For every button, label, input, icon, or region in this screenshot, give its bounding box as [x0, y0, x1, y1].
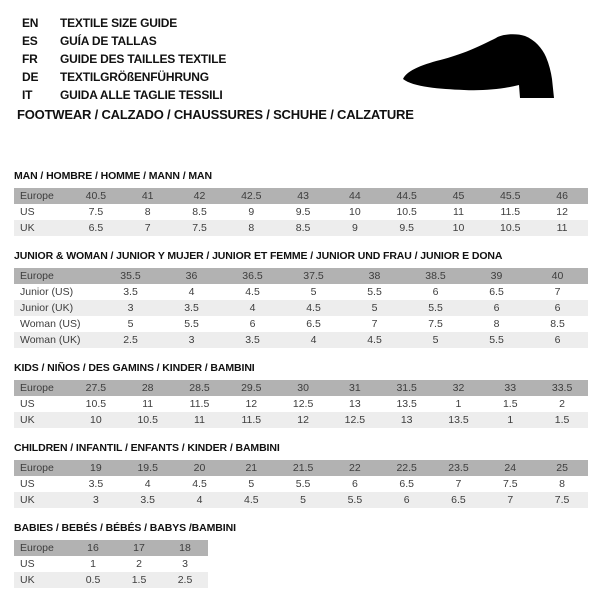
size-cell: 10 — [70, 412, 122, 428]
size-cell: 43 — [277, 188, 329, 204]
size-cell: 3 — [70, 492, 122, 508]
table-row — [14, 204, 588, 220]
size-cell: 7.5 — [174, 220, 226, 236]
size-cell: 4.5 — [283, 300, 344, 316]
size-cell: 6 — [329, 476, 381, 492]
size-cell: 7 — [484, 492, 536, 508]
size-cell: 1 — [70, 556, 116, 572]
row-label: US — [14, 204, 70, 220]
size-cell: 12.5 — [329, 412, 381, 428]
size-cell: 36 — [161, 268, 222, 284]
size-cell: 29.5 — [225, 380, 277, 396]
size-cell: 9.5 — [277, 204, 329, 220]
table-row — [14, 460, 588, 476]
size-cell: 4.5 — [225, 492, 277, 508]
size-cell: 6 — [527, 332, 588, 348]
size-cell: 11 — [174, 412, 226, 428]
row-label: Europe — [14, 540, 70, 556]
size-table — [14, 188, 588, 236]
size-cell: 1.5 — [484, 396, 536, 412]
row-label: UK — [14, 492, 70, 508]
row-label: Europe — [14, 268, 100, 284]
language-label: TEXTILE SIZE GUIDE — [60, 16, 178, 30]
size-cell: 6.5 — [466, 284, 527, 300]
table-row — [14, 220, 588, 236]
size-cell: 6 — [405, 284, 466, 300]
size-cell: 6 — [222, 316, 283, 332]
section-title: KIDS / NIÑOS / DES GAMINS / KINDER / BAMBINI — [14, 362, 255, 374]
size-cell: 5 — [277, 492, 329, 508]
table-row — [14, 268, 588, 284]
size-cell: 4.5 — [222, 284, 283, 300]
size-cell: 7 — [527, 284, 588, 300]
size-cell: 11 — [122, 396, 174, 412]
size-cell: 16 — [70, 540, 116, 556]
language-code: ES — [22, 34, 38, 48]
size-cell: 8 — [466, 316, 527, 332]
size-cell: 5.5 — [329, 492, 381, 508]
section-man — [14, 170, 588, 236]
language-row — [22, 68, 226, 86]
size-cell: 8.5 — [527, 316, 588, 332]
size-cell: 2 — [116, 556, 162, 572]
size-cell: 35.5 — [100, 268, 161, 284]
size-cell: 13 — [381, 412, 433, 428]
table-row — [14, 540, 208, 556]
size-cell: 36.5 — [222, 268, 283, 284]
size-cell: 8 — [225, 220, 277, 236]
size-cell: 11 — [536, 220, 588, 236]
size-cell: 5 — [344, 300, 405, 316]
size-cell: 1.5 — [116, 572, 162, 588]
size-cell: 37.5 — [283, 268, 344, 284]
row-label: US — [14, 556, 70, 572]
table-row — [14, 284, 588, 300]
size-cell: 8 — [536, 476, 588, 492]
size-cell: 6.5 — [283, 316, 344, 332]
language-label: GUIDE DES TAILLES TEXTILE — [60, 52, 227, 66]
size-cell: 33.5 — [536, 380, 588, 396]
size-cell: 5 — [405, 332, 466, 348]
size-table — [14, 380, 588, 428]
size-cell: 3.5 — [122, 492, 174, 508]
section-junior-woman — [14, 250, 588, 348]
row-label: UK — [14, 572, 70, 588]
size-cell: 39 — [466, 268, 527, 284]
section-title: JUNIOR & WOMAN / JUNIOR Y MUJER / JUNIOR ET FEMME / JUNIOR UND FRAU / JUNIOR E DONA — [14, 250, 503, 262]
size-cell: 2.5 — [162, 572, 208, 588]
size-cell: 3.5 — [70, 476, 122, 492]
size-cell: 1 — [484, 412, 536, 428]
size-cell: 10 — [433, 220, 485, 236]
size-cell: 6 — [466, 300, 527, 316]
size-cell: 5.5 — [277, 476, 329, 492]
language-code: FR — [22, 52, 38, 66]
section-kids — [14, 362, 588, 428]
size-cell: 9.5 — [381, 220, 433, 236]
table-row — [14, 476, 588, 492]
size-cell: 4 — [222, 300, 283, 316]
size-cell: 7.5 — [484, 476, 536, 492]
dress-shoe-icon — [398, 32, 578, 104]
table-row — [14, 316, 588, 332]
row-label: Junior (US) — [14, 284, 100, 300]
size-cell: 8 — [122, 204, 174, 220]
language-code: DE — [22, 70, 39, 84]
size-cell: 11.5 — [225, 412, 277, 428]
size-cell: 3 — [162, 556, 208, 572]
size-cell: 25 — [536, 460, 588, 476]
size-cell: 38 — [344, 268, 405, 284]
size-cell: 32 — [433, 380, 485, 396]
size-cell: 44.5 — [381, 188, 433, 204]
size-cell: 7 — [122, 220, 174, 236]
size-cell: 28 — [122, 380, 174, 396]
language-label: GUIDA ALLE TAGLIE TESSILI — [60, 88, 223, 102]
size-cell: 12 — [536, 204, 588, 220]
row-label: Woman (UK) — [14, 332, 100, 348]
size-cell: 11.5 — [174, 396, 226, 412]
size-cell: 8.5 — [174, 204, 226, 220]
table-row — [14, 188, 588, 204]
size-cell: 3.5 — [222, 332, 283, 348]
table-row — [14, 572, 208, 588]
size-cell: 9 — [225, 204, 277, 220]
size-cell: 4 — [174, 492, 226, 508]
size-cell: 5.5 — [405, 300, 466, 316]
size-cell: 5 — [225, 476, 277, 492]
size-cell: 28.5 — [174, 380, 226, 396]
size-cell: 42.5 — [225, 188, 277, 204]
size-table — [14, 540, 208, 588]
size-cell: 20 — [174, 460, 226, 476]
size-cell: 8.5 — [277, 220, 329, 236]
size-cell: 44 — [329, 188, 381, 204]
language-label: TEXTILGRÖßENFÜHRUNG — [60, 70, 209, 84]
size-cell: 13 — [329, 396, 381, 412]
table-row — [14, 380, 588, 396]
size-cell: 31.5 — [381, 380, 433, 396]
size-cell: 6 — [527, 300, 588, 316]
size-tables-area — [14, 160, 588, 588]
size-cell: 30 — [277, 380, 329, 396]
size-cell: 7 — [433, 476, 485, 492]
footwear-category-line: FOOTWEAR / CALZADO / CHAUSSURES / SCHUHE / CALZATURE — [17, 107, 414, 122]
size-cell: 38.5 — [405, 268, 466, 284]
size-cell: 10.5 — [70, 396, 122, 412]
size-cell: 21.5 — [277, 460, 329, 476]
size-cell: 45.5 — [484, 188, 536, 204]
size-cell: 3.5 — [100, 284, 161, 300]
row-label: US — [14, 476, 70, 492]
size-cell: 6 — [381, 492, 433, 508]
size-cell: 7.5 — [405, 316, 466, 332]
table-row — [14, 396, 588, 412]
size-cell: 46 — [536, 188, 588, 204]
language-title-block — [22, 14, 226, 104]
size-cell: 4 — [122, 476, 174, 492]
size-cell: 17 — [116, 540, 162, 556]
size-cell: 45 — [433, 188, 485, 204]
section-title: MAN / HOMBRE / HOMME / MANN / MAN — [14, 170, 212, 182]
size-cell: 4 — [161, 284, 222, 300]
size-cell: 23.5 — [433, 460, 485, 476]
size-cell: 3 — [100, 300, 161, 316]
size-cell: 13.5 — [381, 396, 433, 412]
size-cell: 4.5 — [174, 476, 226, 492]
size-cell: 4.5 — [344, 332, 405, 348]
size-cell: 19 — [70, 460, 122, 476]
size-cell: 5 — [283, 284, 344, 300]
size-cell: 24 — [484, 460, 536, 476]
size-cell: 11 — [433, 204, 485, 220]
row-label: Woman (US) — [14, 316, 100, 332]
size-cell: 10.5 — [122, 412, 174, 428]
row-label: UK — [14, 220, 70, 236]
table-row — [14, 556, 208, 572]
language-row — [22, 86, 226, 104]
size-cell: 7.5 — [70, 204, 122, 220]
language-row — [22, 14, 226, 32]
size-cell: 41 — [122, 188, 174, 204]
language-row — [22, 32, 226, 50]
section-title: CHILDREN / INFANTIL / ENFANTS / KINDER / BAMBINI — [14, 442, 280, 454]
language-row — [22, 50, 226, 68]
size-cell: 5.5 — [466, 332, 527, 348]
size-cell: 5.5 — [161, 316, 222, 332]
row-label: Europe — [14, 380, 70, 396]
size-cell: 3.5 — [161, 300, 222, 316]
size-cell: 22 — [329, 460, 381, 476]
size-cell: 5 — [100, 316, 161, 332]
size-cell: 31 — [329, 380, 381, 396]
size-cell: 10.5 — [381, 204, 433, 220]
size-cell: 9 — [329, 220, 381, 236]
language-code: EN — [22, 16, 39, 30]
size-cell: 1 — [433, 396, 485, 412]
size-table — [14, 460, 588, 508]
size-cell: 12 — [225, 396, 277, 412]
table-row — [14, 492, 588, 508]
size-cell: 27.5 — [70, 380, 122, 396]
size-cell: 33 — [484, 380, 536, 396]
size-cell: 19.5 — [122, 460, 174, 476]
size-cell: 40.5 — [70, 188, 122, 204]
row-label: UK — [14, 412, 70, 428]
size-cell: 22.5 — [381, 460, 433, 476]
section-babies — [14, 522, 588, 588]
size-cell: 2 — [536, 396, 588, 412]
table-row — [14, 300, 588, 316]
row-label: Junior (UK) — [14, 300, 100, 316]
row-label: US — [14, 396, 70, 412]
size-cell: 5.5 — [344, 284, 405, 300]
size-cell: 42 — [174, 188, 226, 204]
size-cell: 7 — [344, 316, 405, 332]
size-cell: 13.5 — [433, 412, 485, 428]
size-cell: 12.5 — [277, 396, 329, 412]
row-label: Europe — [14, 460, 70, 476]
table-row — [14, 332, 588, 348]
size-cell: 10.5 — [484, 220, 536, 236]
size-cell: 21 — [225, 460, 277, 476]
size-cell: 2.5 — [100, 332, 161, 348]
size-cell: 7.5 — [536, 492, 588, 508]
size-cell: 1.5 — [536, 412, 588, 428]
size-cell: 40 — [527, 268, 588, 284]
section-children — [14, 442, 588, 508]
size-cell: 3 — [161, 332, 222, 348]
table-row — [14, 412, 588, 428]
size-cell: 12 — [277, 412, 329, 428]
size-cell: 18 — [162, 540, 208, 556]
section-title: BABIES / BEBÉS / BÉBÉS / BABYS /BAMBINI — [14, 522, 236, 534]
row-label: Europe — [14, 188, 70, 204]
size-cell: 4 — [283, 332, 344, 348]
language-label: GUÍA DE TALLAS — [60, 34, 157, 48]
size-cell: 6.5 — [70, 220, 122, 236]
size-cell: 10 — [329, 204, 381, 220]
size-cell: 0.5 — [70, 572, 116, 588]
size-cell: 6.5 — [381, 476, 433, 492]
size-cell: 6.5 — [433, 492, 485, 508]
language-code: IT — [22, 88, 33, 102]
size-table — [14, 268, 588, 348]
size-cell: 11.5 — [484, 204, 536, 220]
